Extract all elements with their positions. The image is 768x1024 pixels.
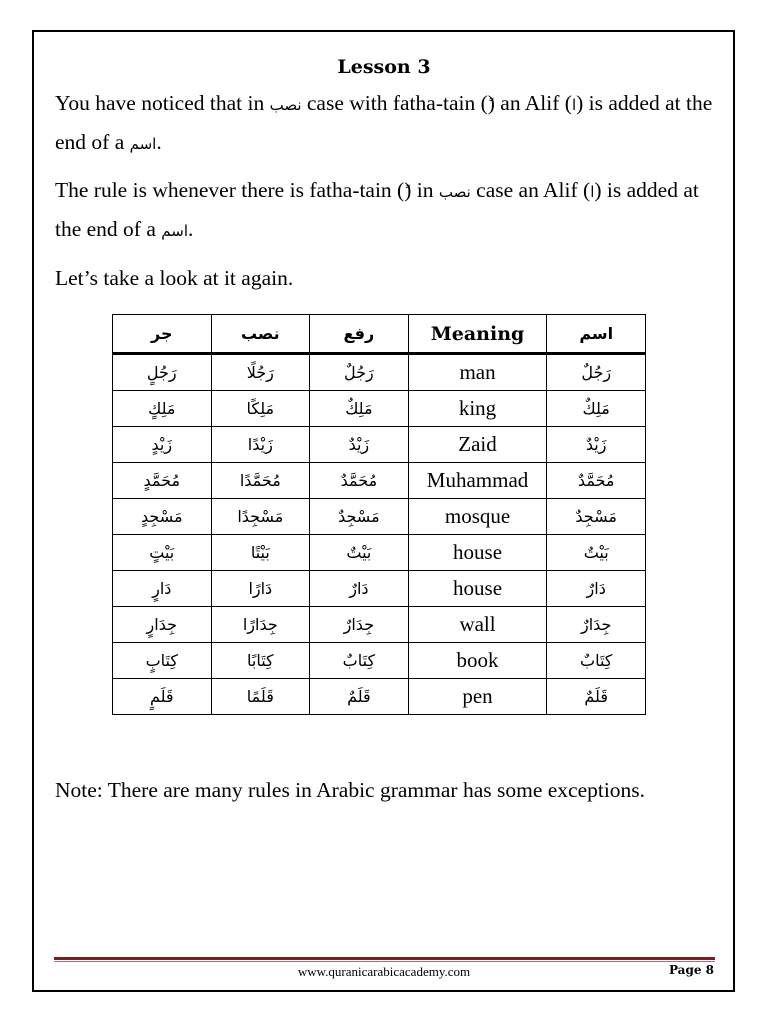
- paragraph-3: Let’s take a look at it again.: [55, 266, 294, 290]
- cell-raf: بَيْتٌ: [310, 535, 409, 571]
- paragraph-1-text-4: ) is added at the end of a: [55, 91, 713, 154]
- footer-rule-thin: [54, 961, 715, 962]
- cell-jarr: رَجُلٍ: [113, 354, 212, 391]
- cell-raf: دَارٌ: [310, 571, 409, 607]
- cell-raf: كِتَابٌ: [310, 643, 409, 679]
- cell-ism: كِتَابٌ: [547, 643, 646, 679]
- cell-jarr: زَيْدٍ: [113, 427, 212, 463]
- header-jarr: جر: [113, 315, 212, 354]
- table-row: [113, 535, 646, 571]
- note-paragraph: Note: There are many rules in Arabic grammar has some exceptions.: [55, 778, 646, 802]
- table-row: [113, 499, 646, 535]
- cell-ism: بَيْتٌ: [547, 535, 646, 571]
- cell-ism: زَيْدٌ: [547, 427, 646, 463]
- table-row: [113, 679, 646, 715]
- table-row: [113, 571, 646, 607]
- cell-jarr: مَلِكٍ: [113, 391, 212, 427]
- cell-meaning: Muhammad: [408, 463, 547, 499]
- table-row: [113, 354, 646, 391]
- cell-jarr: بَيْتٍ: [113, 535, 212, 571]
- cell-meaning: mosque: [408, 499, 547, 535]
- paragraph-2-text-2: ) in: [404, 178, 439, 202]
- table-row: [113, 427, 646, 463]
- paragraph-2-text-5: .: [187, 217, 194, 241]
- paragraph-1-text-1: You have noticed that in: [55, 91, 270, 115]
- cell-nasb: مَسْجِدًا: [211, 499, 310, 535]
- paragraph-2-arabic-ism: اسم: [161, 222, 188, 240]
- cell-jarr: كِتَابٍ: [113, 643, 212, 679]
- cell-jarr: دَارٍ: [113, 571, 212, 607]
- cell-raf: قَلَمٌ: [310, 679, 409, 715]
- cell-ism: جِدَارٌ: [547, 607, 646, 643]
- paragraph-2-text-3: case an Alif (: [470, 178, 591, 202]
- cell-nasb: رَجُلًا: [211, 354, 310, 391]
- cell-nasb: جِدَارًا: [211, 607, 310, 643]
- cell-nasb: مُحَمَّدًا: [211, 463, 310, 499]
- cell-raf: مَلِكٌ: [310, 391, 409, 427]
- cell-meaning: book: [408, 643, 547, 679]
- paragraph-1-arabic-ism: اسم: [129, 135, 157, 153]
- cell-jarr: مُحَمَّدٍ: [113, 463, 212, 499]
- footer-url[interactable]: www.quranicarabicacademy.com: [297, 964, 471, 979]
- cell-ism: دَارٌ: [547, 571, 646, 607]
- cell-nasb: زَيْدًا: [211, 427, 310, 463]
- table-row: [113, 463, 646, 499]
- cell-nasb: كِتَابًا: [211, 643, 310, 679]
- table-row: [113, 643, 646, 679]
- cell-meaning: Zaid: [408, 427, 547, 463]
- header-raf: رفع: [310, 315, 409, 354]
- page-number: Page 8: [668, 963, 714, 977]
- footer-rule: [54, 957, 715, 960]
- cell-meaning: king: [408, 391, 547, 427]
- table-row: [113, 391, 646, 427]
- paragraph-2-text-4: ) is added at the end of a: [55, 178, 699, 241]
- table-row: [113, 607, 646, 643]
- cell-ism: رَجُلٌ: [547, 354, 646, 391]
- paragraph-1-alif: ا: [571, 96, 577, 114]
- paragraph-1-text-5: .: [156, 130, 162, 154]
- cell-ism: مَلِكٌ: [547, 391, 646, 427]
- paragraph-2: [55, 172, 715, 250]
- header-nasb: نصب: [211, 315, 310, 354]
- cell-nasb: قَلَمًا: [211, 679, 310, 715]
- cell-nasb: دَارًا: [211, 571, 310, 607]
- cell-meaning: man: [408, 354, 547, 391]
- cell-meaning: pen: [408, 679, 547, 715]
- paragraph-1-arabic-nasb: نصب: [269, 96, 302, 114]
- cell-raf: مُحَمَّدٌ: [310, 463, 409, 499]
- cell-nasb: بَيْتًا: [211, 535, 310, 571]
- paragraph-2-text-1: The rule is whenever there is fatha-tain (: [55, 178, 405, 202]
- cell-ism: مُحَمَّدٌ: [547, 463, 646, 499]
- header-meaning: Meaning: [408, 315, 547, 354]
- cell-ism: مَسْجِدٌ: [547, 499, 646, 535]
- lesson-title: Lesson 3: [337, 56, 431, 78]
- cell-raf: زَيْدٌ: [310, 427, 409, 463]
- paragraph-2-alif: ا: [590, 183, 595, 201]
- paragraph-1-text-3: ) an Alif (: [487, 91, 572, 115]
- paragraph-2-arabic-nasb: نصب: [438, 183, 471, 201]
- paragraph-1: [55, 85, 715, 163]
- cell-meaning: wall: [408, 607, 547, 643]
- cell-raf: رَجُلٌ: [310, 354, 409, 391]
- cell-nasb: مَلِكًا: [211, 391, 310, 427]
- cell-jarr: جِدَارٍ: [113, 607, 212, 643]
- cell-raf: جِدَارٌ: [310, 607, 409, 643]
- cell-raf: مَسْجِدٌ: [310, 499, 409, 535]
- cell-jarr: قَلَمٍ: [113, 679, 212, 715]
- cell-ism: قَلَمٌ: [547, 679, 646, 715]
- table-header-row: [113, 315, 646, 354]
- cell-jarr: مَسْجِدٍ: [113, 499, 212, 535]
- paragraph-1-text-2: case with fatha-tain (: [301, 91, 488, 115]
- cell-meaning: house: [408, 571, 547, 607]
- cell-meaning: house: [408, 535, 547, 571]
- declension-table: [112, 314, 646, 715]
- header-ism: اسم: [547, 315, 646, 354]
